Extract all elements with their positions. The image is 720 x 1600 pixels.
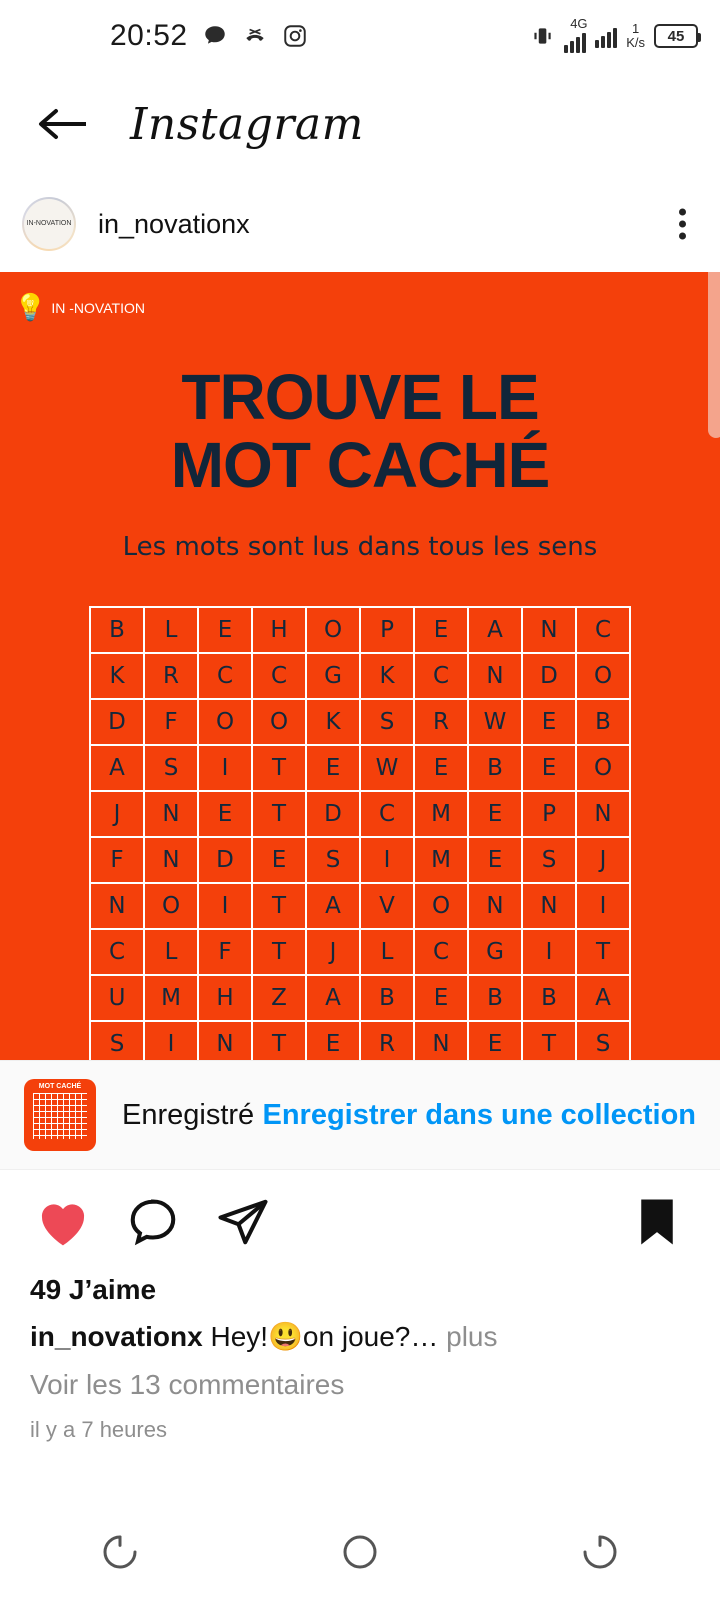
- data-rate-indicator: [626, 22, 645, 49]
- grid-cell: N: [198, 1021, 252, 1060]
- grid-cell: T: [252, 745, 306, 791]
- home-button[interactable]: [315, 1522, 405, 1582]
- grid-cell: S: [144, 745, 198, 791]
- grid-cell: R: [414, 699, 468, 745]
- signal-bars-icon: [595, 24, 617, 48]
- grid-cell: H: [198, 975, 252, 1021]
- grid-cell: B: [90, 607, 144, 653]
- grid-cell: W: [360, 745, 414, 791]
- view-comments-link[interactable]: Voir les 13 commentaires: [30, 1369, 345, 1400]
- grid-cell: T: [252, 791, 306, 837]
- bookmark-icon[interactable]: [620, 1185, 694, 1259]
- grid-cell: D: [198, 837, 252, 883]
- grid-cell: N: [144, 837, 198, 883]
- grid-cell: I: [360, 837, 414, 883]
- grid-row: [90, 607, 630, 653]
- grid-cell: T: [252, 883, 306, 929]
- grid-cell: C: [198, 653, 252, 699]
- data-rate-value: 1: [631, 21, 640, 37]
- word-search-grid-wrapper: [0, 606, 720, 1060]
- grid-cell: T: [522, 1021, 576, 1060]
- grid-cell: C: [414, 929, 468, 975]
- grid-cell: Z: [252, 975, 306, 1021]
- share-icon[interactable]: [206, 1185, 280, 1259]
- grid-cell: N: [522, 883, 576, 929]
- grid-row: [90, 791, 630, 837]
- grid-cell: E: [522, 745, 576, 791]
- grid-cell: T: [252, 929, 306, 975]
- instagram-icon: [282, 23, 308, 49]
- more-options-icon[interactable]: [679, 209, 686, 240]
- grid-cell: N: [90, 883, 144, 929]
- grid-cell: B: [468, 975, 522, 1021]
- avatar[interactable]: [22, 197, 76, 251]
- grid-cell: O: [414, 883, 468, 929]
- recents-button[interactable]: [75, 1522, 165, 1582]
- status-bar-left: [110, 19, 308, 53]
- grid-cell: A: [90, 745, 144, 791]
- back-arrow-icon[interactable]: [34, 96, 90, 152]
- grid-cell: D: [522, 653, 576, 699]
- saved-banner: [0, 1060, 720, 1170]
- grid-cell: R: [144, 653, 198, 699]
- post-meta: [0, 1274, 720, 1443]
- avatar-label: IN-NOVATION: [24, 199, 74, 249]
- scrollbar-thumb[interactable]: [708, 272, 720, 438]
- grid-cell: P: [360, 607, 414, 653]
- saved-thumbnail: [24, 1079, 96, 1151]
- grid-cell: U: [90, 975, 144, 1021]
- grid-cell: S: [522, 837, 576, 883]
- grid-cell: K: [306, 699, 360, 745]
- grid-cell: E: [306, 745, 360, 791]
- grid-cell: N: [468, 883, 522, 929]
- grid-cell: L: [360, 929, 414, 975]
- saved-label: Enregistré: [122, 1098, 255, 1131]
- status-bar-right: [529, 0, 698, 72]
- puzzle-title: [0, 361, 720, 501]
- grid-cell: N: [144, 791, 198, 837]
- post-caption: [30, 1320, 690, 1353]
- likes-count[interactable]: 49 J’aime: [30, 1274, 157, 1305]
- grid-cell: E: [198, 607, 252, 653]
- grid-cell: M: [144, 975, 198, 1021]
- grid-cell: I: [144, 1021, 198, 1060]
- grid-cell: O: [576, 745, 630, 791]
- grid-cell: E: [252, 837, 306, 883]
- grid-cell: G: [306, 653, 360, 699]
- grid-cell: B: [360, 975, 414, 1021]
- post-media[interactable]: [0, 272, 720, 1060]
- grid-cell: C: [252, 653, 306, 699]
- grid-cell: N: [576, 791, 630, 837]
- network-type-label: 4G: [570, 16, 588, 31]
- grid-cell: W: [468, 699, 522, 745]
- grid-cell: T: [252, 1021, 306, 1060]
- media-watermark: [14, 292, 184, 323]
- grid-row: [90, 653, 630, 699]
- grid-cell: A: [306, 975, 360, 1021]
- grid-cell: O: [306, 607, 360, 653]
- grid-cell: L: [144, 607, 198, 653]
- grid-cell: T: [576, 929, 630, 975]
- saved-thumbnail-grid: [33, 1093, 87, 1139]
- comment-icon[interactable]: [116, 1185, 190, 1259]
- post-username[interactable]: in_novationx: [98, 208, 250, 239]
- grid-cell: I: [522, 929, 576, 975]
- grid-cell: J: [576, 837, 630, 883]
- puzzle-subtitle: Les mots sont lus dans tous les sens: [122, 531, 598, 562]
- grid-cell: J: [90, 791, 144, 837]
- grid-cell: A: [468, 607, 522, 653]
- grid-cell: C: [576, 607, 630, 653]
- grid-cell: E: [414, 745, 468, 791]
- caption-text: Hey!😃on joue?…: [202, 1321, 439, 1352]
- grid-cell: J: [306, 929, 360, 975]
- data-rate-unit: K/s: [626, 35, 645, 50]
- puzzle-title-line1: TROUVE LE: [181, 361, 539, 433]
- grid-cell: O: [252, 699, 306, 745]
- caption-more-link[interactable]: plus: [438, 1321, 498, 1352]
- vibrate-icon: [529, 23, 555, 49]
- grid-cell: M: [414, 837, 468, 883]
- grid-cell: C: [414, 653, 468, 699]
- grid-row: [90, 929, 630, 975]
- system-nav-bar: [0, 1504, 720, 1600]
- post-timestamp: il y a 7 heures: [30, 1417, 167, 1442]
- grid-cell: N: [468, 653, 522, 699]
- grid-cell: O: [576, 653, 630, 699]
- post-actions: [0, 1170, 720, 1274]
- grid-cell: E: [468, 837, 522, 883]
- grid-cell: E: [468, 1021, 522, 1060]
- grid-row: [90, 837, 630, 883]
- grid-cell: N: [414, 1021, 468, 1060]
- grid-cell: H: [252, 607, 306, 653]
- status-bar: [0, 0, 720, 72]
- grid-cell: E: [414, 607, 468, 653]
- grid-cell: C: [90, 929, 144, 975]
- save-to-collection-link[interactable]: Enregistrer dans une collection: [262, 1098, 696, 1131]
- grid-cell: P: [522, 791, 576, 837]
- grid-cell: G: [468, 929, 522, 975]
- saved-thumbnail-title: MOT CACHÉ: [38, 1083, 82, 1090]
- back-button[interactable]: [555, 1522, 645, 1582]
- grid-cell: B: [522, 975, 576, 1021]
- grid-cell: K: [90, 653, 144, 699]
- word-search-grid: [89, 606, 631, 1060]
- grid-cell: S: [576, 1021, 630, 1060]
- grid-cell: E: [522, 699, 576, 745]
- grid-cell: E: [468, 791, 522, 837]
- grid-cell: I: [576, 883, 630, 929]
- grid-cell: S: [90, 1021, 144, 1060]
- battery-icon: [654, 24, 698, 48]
- grid-cell: D: [90, 699, 144, 745]
- grid-cell: F: [90, 837, 144, 883]
- app-bar: [0, 72, 720, 176]
- grid-row: [90, 975, 630, 1021]
- grid-cell: E: [198, 791, 252, 837]
- chat-icon: [202, 23, 228, 49]
- grid-row: [90, 883, 630, 929]
- battery-level: 45: [667, 27, 685, 45]
- grid-cell: O: [144, 883, 198, 929]
- grid-cell: D: [306, 791, 360, 837]
- grid-cell: I: [198, 745, 252, 791]
- media-watermark-text: IN -NOVATION: [51, 299, 145, 316]
- grid-cell: B: [576, 699, 630, 745]
- grid-cell: A: [306, 883, 360, 929]
- signal-4g-icon: [564, 16, 588, 53]
- grid-cell: K: [360, 653, 414, 699]
- grid-cell: F: [198, 929, 252, 975]
- grid-cell: V: [360, 883, 414, 929]
- grid-cell: O: [198, 699, 252, 745]
- like-icon[interactable]: [26, 1185, 100, 1259]
- grid-cell: A: [576, 975, 630, 1021]
- mute-call-icon: [242, 23, 268, 49]
- grid-row: [90, 699, 630, 745]
- grid-row: [90, 1021, 630, 1060]
- grid-cell: N: [522, 607, 576, 653]
- page-title: Instagram: [130, 98, 364, 150]
- grid-cell: S: [306, 837, 360, 883]
- bulb-icon: 💡: [14, 292, 47, 322]
- grid-cell: E: [306, 1021, 360, 1060]
- grid-cell: I: [198, 883, 252, 929]
- puzzle-title-line2: MOT CACHÉ: [170, 428, 550, 501]
- grid-cell: M: [414, 791, 468, 837]
- grid-row: [90, 745, 630, 791]
- caption-username[interactable]: in_novationx: [30, 1321, 203, 1352]
- grid-cell: C: [360, 791, 414, 837]
- grid-cell: B: [468, 745, 522, 791]
- post-header: [0, 176, 720, 272]
- grid-cell: S: [360, 699, 414, 745]
- grid-cell: L: [144, 929, 198, 975]
- grid-cell: F: [144, 699, 198, 745]
- grid-cell: E: [414, 975, 468, 1021]
- grid-cell: R: [360, 1021, 414, 1060]
- status-time: 20:52: [110, 19, 188, 52]
